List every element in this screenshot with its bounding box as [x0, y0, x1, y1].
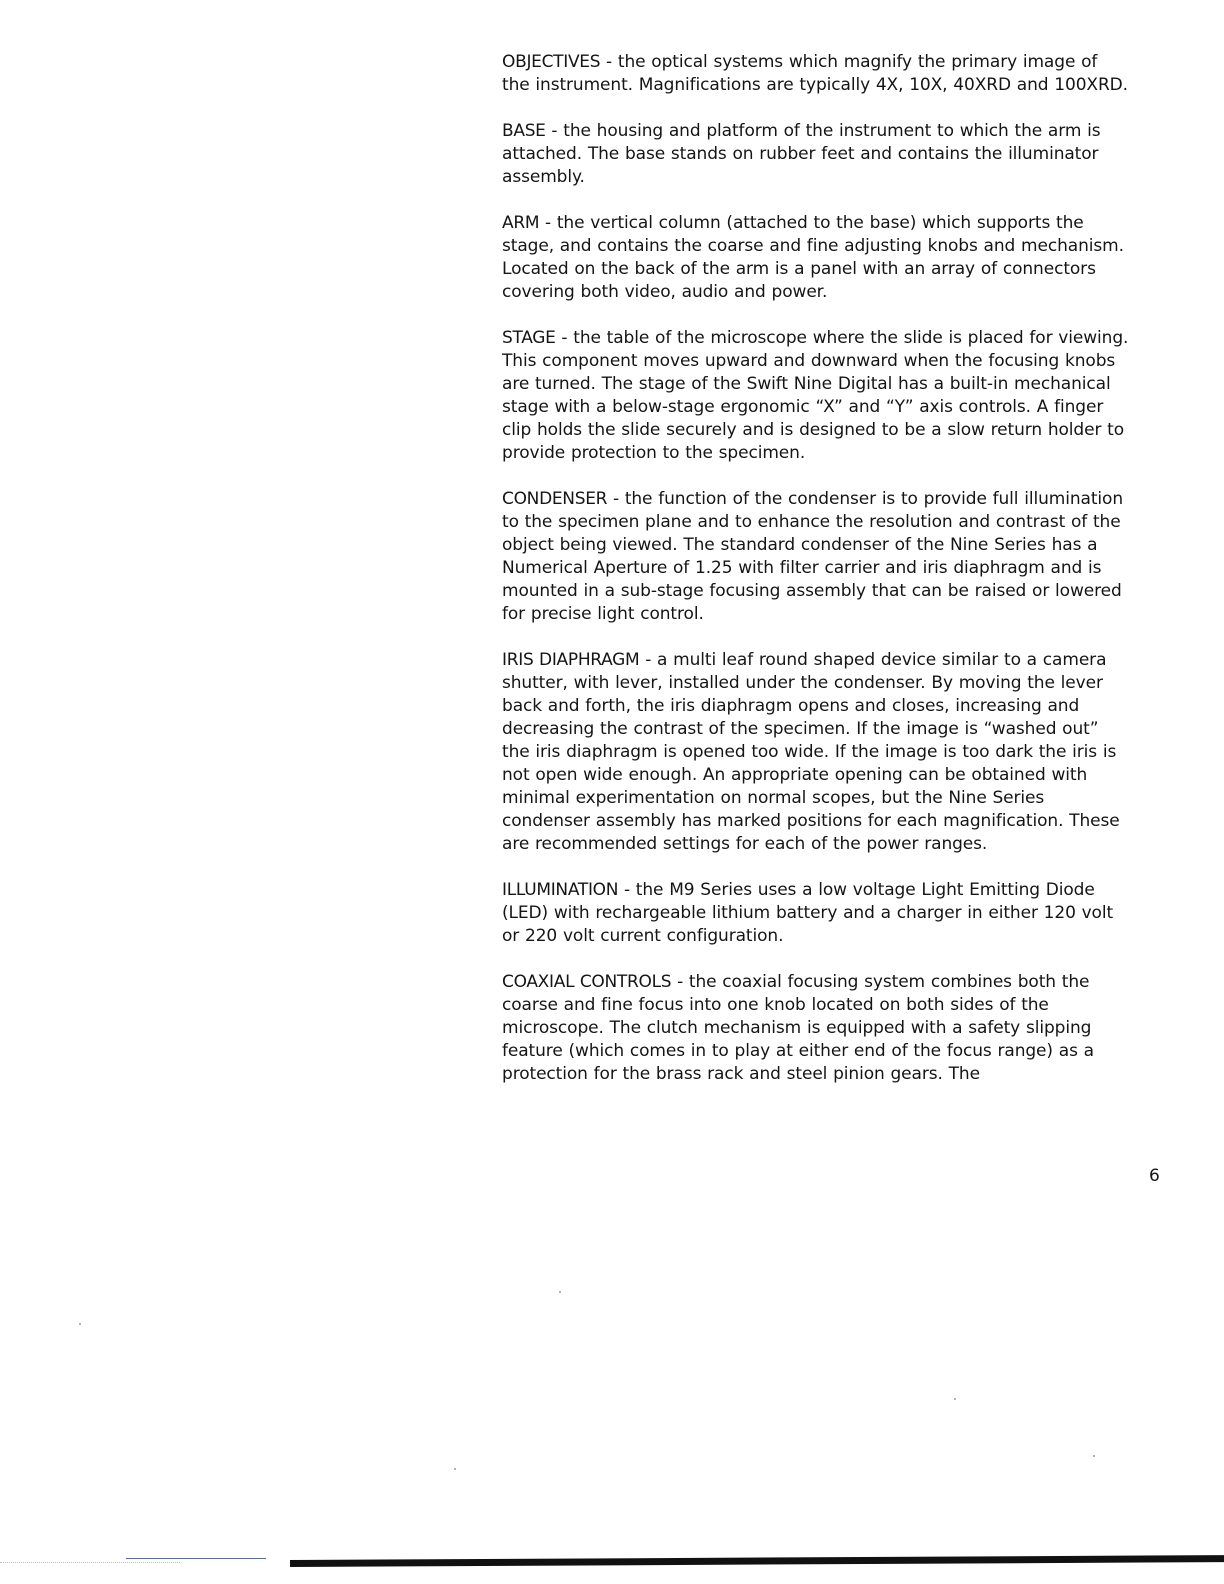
definition-iris-diaphragm: - a multi leaf round shaped device similar to a camera shutter, with lever, installed under the condenser. By moving the lever back and forth, the iris diaphragm opens and closes, increasing and decreasing the contrast of the specimen. If the image is “washed out” the iris diaphragm is opened too wide. If the image is too dark the iris is not open wide enough. An appropriate opening can be obtained with minimal experimentation on normal scopes, but the Nine Series condenser assembly has marked positions for each magnification. These are recommended settings for each of the power ranges.	[502, 650, 1120, 854]
scan-edge-bar	[290, 1555, 1224, 1567]
definition-condenser: - the function of the condenser is to provide full illumination to the specimen plane and to enhance the resolution and contrast of the object being viewed. The standard condenser of the Nine Series has a Numerical Aperture of 1.25 with filter carrier and iris diaphragm and is mounted in a sub-stage focusing assembly that can be raised or lowered for precise light control.	[502, 489, 1124, 624]
paragraph-iris-diaphragm	[502, 649, 1130, 856]
paragraph-arm	[502, 212, 1130, 304]
term-condenser: CONDENSER	[502, 489, 608, 509]
definition-arm: - the vertical column (attached to the base) which supports the stage, and contains the coarse and fine adjusting knobs and mechanism. Located on the back of the arm is a panel with an array of connectors covering both video, audio and power.	[502, 213, 1124, 302]
scan-speck	[79, 1323, 81, 1325]
scan-speck	[1093, 1455, 1095, 1457]
scan-speck	[454, 1468, 456, 1470]
definition-illumination: - the M9 Series uses a low voltage Light Emitting Diode (LED) with rechargeable lithium battery and a charger in either 120 volt or 220 volt current configuration.	[502, 880, 1114, 946]
scan-speck	[559, 1291, 561, 1293]
paragraph-condenser	[502, 488, 1130, 626]
term-base: BASE	[502, 121, 546, 141]
term-coaxial-controls: COAXIAL CONTROLS	[502, 972, 672, 992]
paragraph-coaxial-controls	[502, 971, 1130, 1086]
paragraph-illumination	[502, 879, 1130, 948]
paragraph-stage	[502, 327, 1130, 465]
definition-base: - the housing and platform of the instrument to which the arm is attached. The base stands on rubber feet and contains the illuminator assembly.	[502, 121, 1101, 187]
scan-edge-dots	[0, 1562, 180, 1564]
term-objectives: OBJECTIVES	[502, 52, 601, 72]
term-iris-diaphragm: IRIS DIAPHRAGM	[502, 650, 640, 670]
term-stage: STAGE	[502, 328, 556, 348]
definition-stage: - the table of the microscope where the slide is placed for viewing. This component moves upward and downward when the focusing knobs are turned. The stage of the Swift Nine Digital has a built-in mechanical stage with a below-stage ergonomic “X” and “Y” axis controls. A finger clip holds the slide securely and is designed to be a slow return holder to provide protection to the specimen.	[502, 328, 1129, 463]
definition-coaxial-controls: - the coaxial focusing system combines both the coarse and fine focus into one knob located on both sides of the microscope. The clutch mechanism is equipped with a safety slipping feature (which comes in to play at either end of the focus range) as a protection for the brass rack and steel pinion gears. The	[502, 972, 1094, 1084]
page-number: 6	[1149, 1166, 1160, 1186]
term-illumination: ILLUMINATION	[502, 880, 619, 900]
scan-edge-thin-line	[126, 1558, 266, 1559]
term-arm: ARM	[502, 213, 540, 233]
glossary-text-column	[502, 51, 1130, 1086]
paragraph-objectives	[502, 51, 1130, 97]
paragraph-base	[502, 120, 1130, 189]
definition-objectives: - the optical systems which magnify the primary image of the instrument. Magnifications are typically 4X, 10X, 40XRD and 100XRD.	[502, 52, 1128, 95]
scan-speck	[954, 1398, 956, 1400]
